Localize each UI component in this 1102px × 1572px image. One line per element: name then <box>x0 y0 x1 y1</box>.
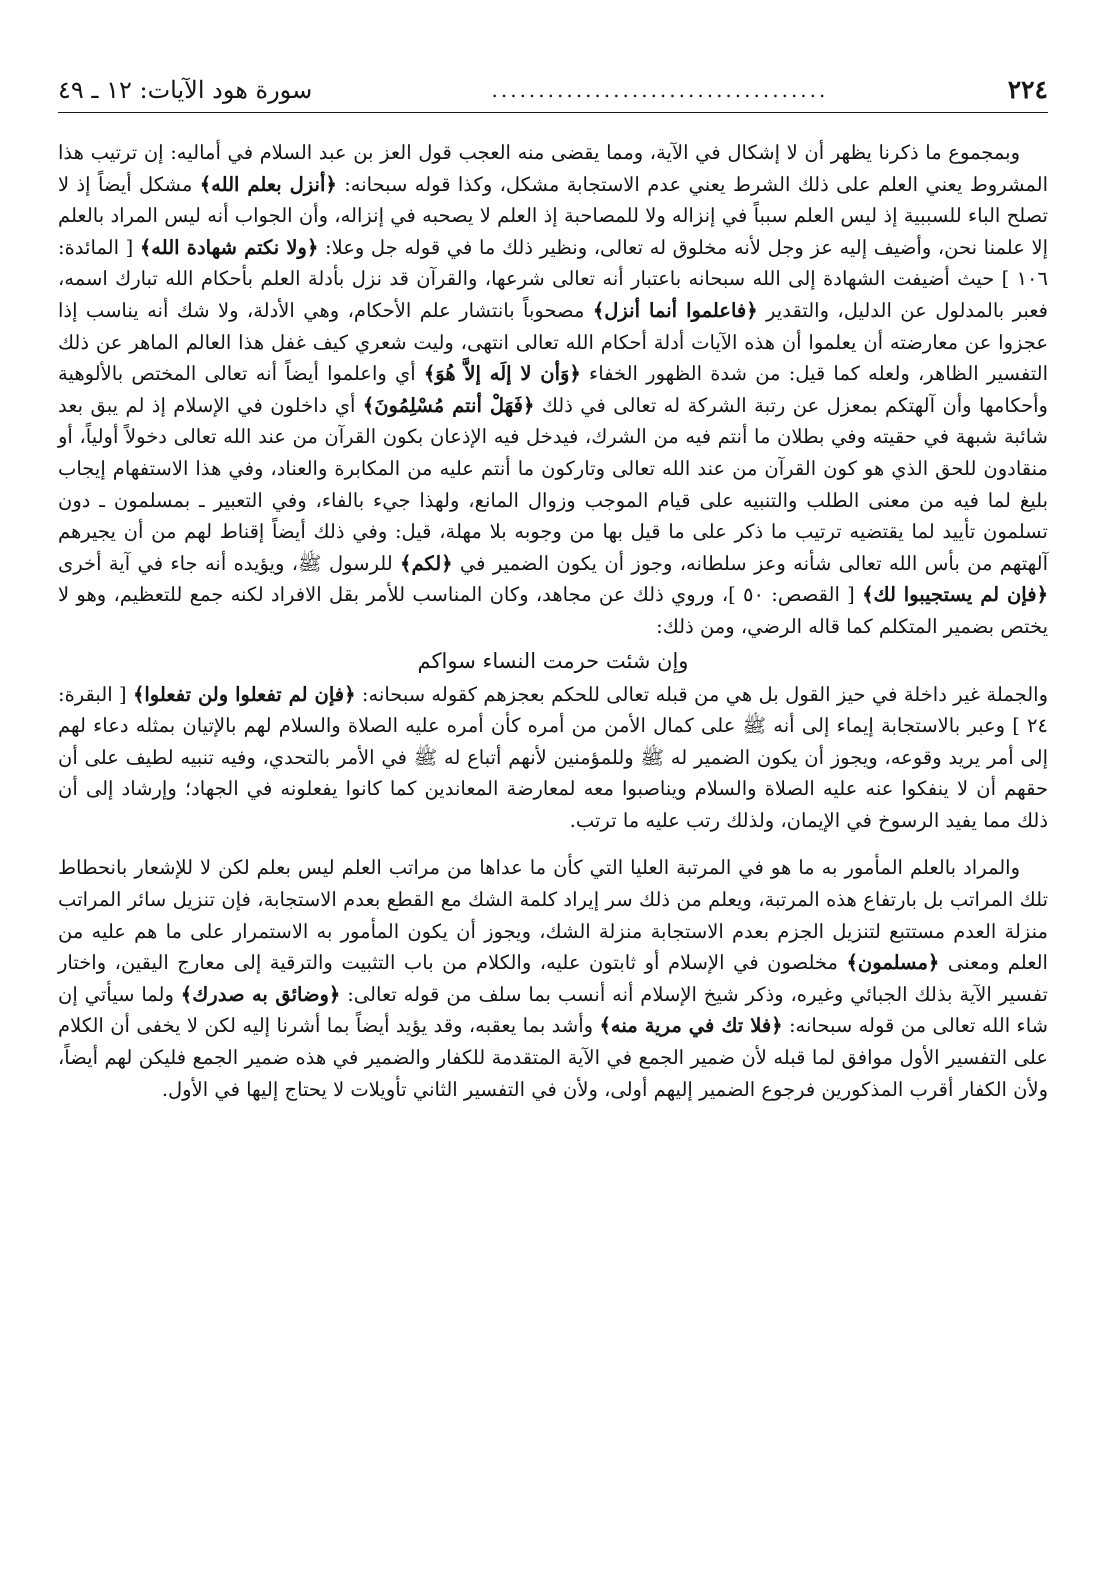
text-segment: ولما سيأتي إن شاء الله تعالى من قوله سبحانه: <box>58 982 1048 1038</box>
quran-quote: ﴿فإن لم يستجيبوا لك﴾ <box>862 583 1049 607</box>
body-text <box>58 137 1048 1105</box>
quran-quote: ﴿فَهَلْ أنتم مُسْلِمُونَ﴾ <box>362 393 535 417</box>
quran-quote: ﴿لكم﴾ <box>400 551 453 575</box>
surah-title: سورة هود الآيات: ١٢ ـ ٤٩ <box>58 76 313 104</box>
text-segment: مشكل أيضاً إذ لا تصلح الباء للسببية إذ ليس العلم سبباً في إنزاله ولا للمصاحبة إذ العلم لا يصحبه في إنزاله، وأن الجواب أنه ليس المراد بالعلم إلا علمنا نحن، وأضيف إليه عز وجل لأنه مخلوق له تعالى، ونظير ذلك ما في قوله جل وعلا: <box>58 172 1048 259</box>
poetry-verse: وإن شئت حرمت النساء سواكم <box>417 648 689 673</box>
quran-quote: ﴿وضائق به صدرك﴾ <box>180 982 341 1006</box>
text-segment: أي واعلموا أيضاً أنه تعالى المختص بالألوهية وأحكامها وأن آلهتكم بمعزل عن رتبة الشركة له تعالى في ذلك <box>58 362 1048 417</box>
text-segment: مصحوباً بانتشار علم الأحكام، وهي الأدلة، ولا شك أنه يناسب إذا عجزوا عن معارضته أن يعلموا أن هذه الآيات أدلة أحكام الله تعالى انتهى، وليت شعري كيف غفل هذا العالم الماهر عن ذلك التفسير الظاهر، ولعله كما قيل: من شدة الظهور الخفاء <box>58 298 1048 386</box>
text-segment: مخلصون في الإسلام أو ثابتون عليه، والكلام من باب التثبيت والترقية إلى معارج اليقين، واختار تفسير الآية بذلك الجبائي وغيره، وذكر شيخ الإسلام أنه أنسب بما سلف من قوله تعالى: <box>58 951 1048 1006</box>
page-number: ٢٢٤ <box>1007 75 1048 104</box>
paragraph <box>58 679 1048 837</box>
paragraph-gap <box>58 836 1048 852</box>
quran-quote: ﴿فلا تك في مرية منه﴾ <box>599 1014 783 1038</box>
paragraph <box>58 137 1048 643</box>
header-dot-leader: .................................... <box>491 78 829 102</box>
text-segment: [ القصص: ٥٠ ]، وروي ذلك عن مجاهد، وكان المناسب للأمر بقل الافراد لكنه جمع للتعظيم، وهو لا يختص بضمير المتكلم كما قاله الرضي، ومن ذلك: <box>58 583 1048 638</box>
text-segment: وبمجموع ما ذكرنا يظهر أن لا إشكال في الآية، ومما يقضى منه العجب قول العز بن عبد السلام في أماليه: إن ترتيب هذا المشروط يعني العلم على ذلك الشرط يعني عدم الاستجابة مشكل، وكذا قوله سبحانه: <box>58 141 1048 196</box>
text-segment: [ المائدة: ١٠٦ ] حيث أضيفت الشهادة إلى الله سبحانه باعتبار أنه تعالى شرعها، والقرآن قد نزل بأدلة العلم بأحكام الله تبارك اسمه، فعبر بالمدلول عن الدليل، والتقدير <box>58 235 1048 322</box>
page <box>58 70 1048 1105</box>
quran-quote: ﴿ولا نكتم شهادة الله﴾ <box>139 235 319 259</box>
text-segment: وأشد بما يعقبه، وقد يؤيد أيضاً بما أشرنا إليه لكن لا يخفى أن الكلام على التفسير الأول موافق لما قبله لأن ضمير الجمع في الآية المتقدمة للكفار والضمير في هذه ضمير الجمع فليكن لهم أيضاً، ولأن الكفار أقرب المذكورين فرجوع الضمير إليهم أولى، ولأن في التفسير الثاني تأويلات لا يحتاج إليها في الأول. <box>58 1014 1048 1101</box>
quran-quote: ﴿فاعلموا أنما أنزل﴾ <box>592 298 758 322</box>
text-segment: والجملة غير داخلة في حيز القول بل هي من قبله تعالى للحكم بعجزهم كقوله سبحانه: <box>355 682 1048 706</box>
quran-quote: ﴿فإن لم تفعلوا ولن تفعلوا﴾ <box>132 682 356 706</box>
quran-quote: ﴿أنزل بعلم الله﴾ <box>199 172 337 196</box>
text-segment: [ البقرة: ٢٤ ] وعبر بالاستجابة إيماء إلى أنه ﷺ على كمال الأمن من أمره كأن أمره عليه الصلاة والسلام لهم بالإتيان بمثله دعاء لهم إلى أمر يريد وقوعه، ويجوز أن يكون الضمير له ﷺ وللمؤمنين لأنهم أتباع له ﷺ في الأمر بالتحدي، وفيه تنبيه لطيف على أن حقهم أن لا ينفكوا عنه عليه الصلاة والسلام ويناصبوا معه لمعارضة المعاندين كما كانوا يفعلونه في الجهاد؛ وإرشاد إلى أن ذلك مما يفيد الرسوخ في الإيمان، ولذلك رتب عليه ما ترتب. <box>58 682 1048 832</box>
text-segment: للرسول ﷺ، ويؤيده أنه جاء في آية أخرى <box>58 551 401 575</box>
running-header <box>58 70 1048 113</box>
text-segment: والمراد بالعلم المأمور به ما هو في المرتبة العليا التي كأن ما عداها من مراتب العلم ليس بعلم لكن لا للإشعار بانحطاط تلك المراتب بل بارتفاع هذه المرتبة، ويعلم من ذلك سر إيراد كلمة الشك مع القطع بعدم الاستجابة، فإن تنزيل سائر المراتب منزلة العدم مستتبع لتنزيل الجزم بعدم الاستجابة منزلة الشك، ويجوز أن يكون المأمور به الاستمرار على ما هم عليه من العلم ومعنى <box>58 856 1048 975</box>
quran-quote: ﴿وَأن لا إلَه إلاَّ هُوَ﴾ <box>423 362 581 386</box>
quran-quote: ﴿مسلمون﴾ <box>846 951 940 975</box>
paragraph <box>58 852 1048 1105</box>
text-segment: أي داخلون في الإسلام إذ لم يبق بعد شائبة شبهة في حقيته وفي بطلان ما أنتم فيه من الشرك، فيدخل فيه الإذعان بكون القرآن من عند الله تعالى دخولاً أولياً، أو منقادون للحق الذي هو كون القرآن من عند الله تعالى وتاركون ما أنتم عليه من المكابرة والعناد، وفي هذا الاستفهام إيجاب بليغ لما فيه من معنى الطلب والتنبيه على قيام الموجب وزوال المانع، ولهذا جيء بالفاء، وفي التعبير ـ بمسلمون ـ دون تسلمون تأييد لما يقتضيه ترتيب ما ذكر على ما قيل بها من وجوبه بلا مهلة، قيل: وفي ذلك أيضاً إقناط لهم من أن يجيرهم آلهتهم من بأس الله تعالى شأنه وعز سلطانه، وجوز أن يكون الضمير في <box>58 393 1048 575</box>
